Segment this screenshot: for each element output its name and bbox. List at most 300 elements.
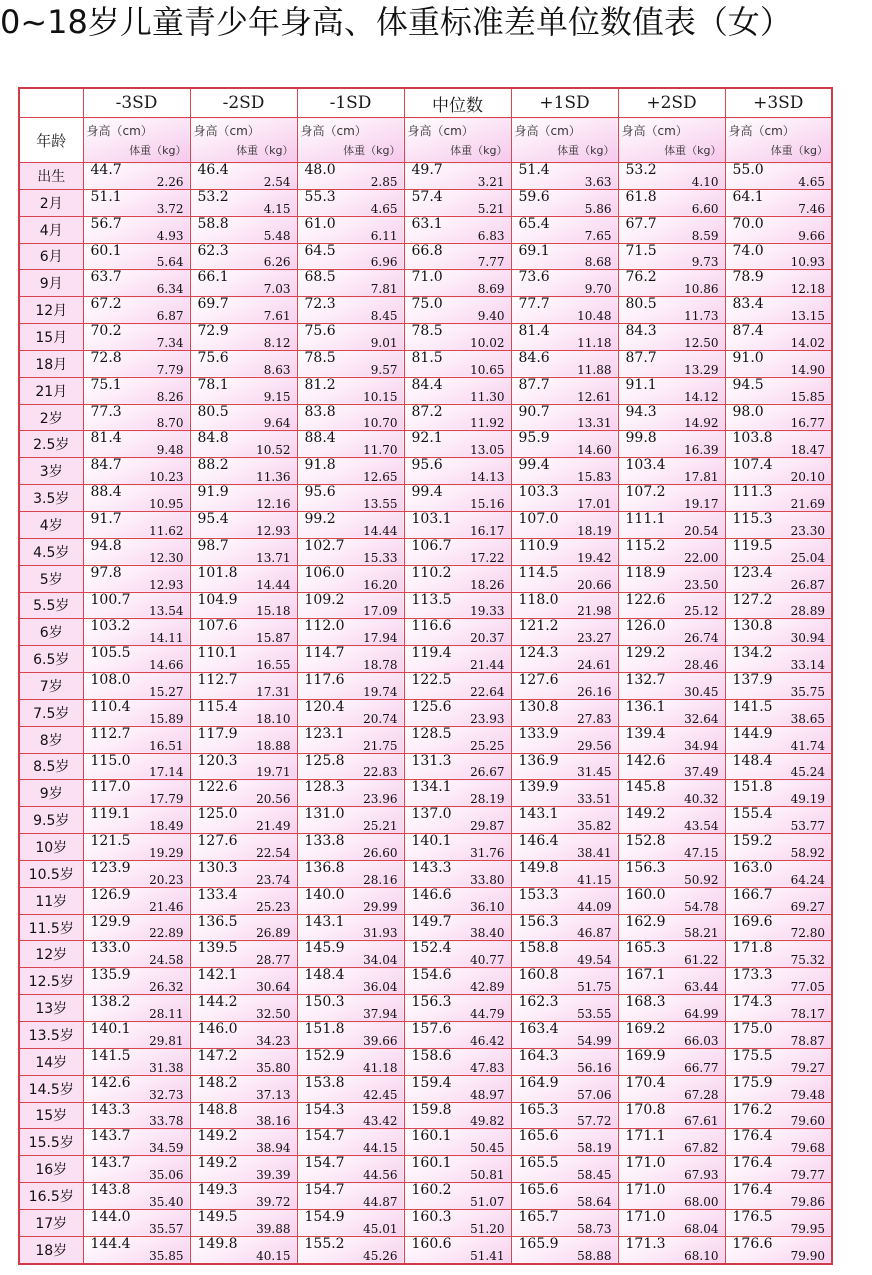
value-cell xyxy=(83,243,190,270)
height-value: 160.6 xyxy=(411,1236,452,1252)
height-value: 167.1 xyxy=(625,967,666,984)
height-value: 115.3 xyxy=(732,511,773,527)
height-value: 158.6 xyxy=(411,1048,452,1064)
value-cell xyxy=(404,538,511,565)
weight-value: 34.04 xyxy=(363,953,398,968)
height-value: 112.7 xyxy=(197,672,238,689)
age-cell: 18岁 xyxy=(19,1236,83,1264)
height-value: 137.0 xyxy=(411,806,452,823)
table-row xyxy=(19,1048,832,1075)
weight-value: 17.81 xyxy=(684,470,719,485)
value-cell xyxy=(618,404,725,431)
height-value: 117.6 xyxy=(304,672,345,689)
value-cell xyxy=(618,216,725,243)
height-value: 154.7 xyxy=(304,1128,345,1145)
weight-value: 17.01 xyxy=(577,496,612,511)
weight-value: 31.76 xyxy=(470,845,505,860)
unit-header-cell xyxy=(511,118,618,163)
height-value: 123.9 xyxy=(90,860,131,876)
weight-value: 20.56 xyxy=(256,792,291,807)
weight-unit-label: 体重（kg） xyxy=(129,144,187,157)
height-value: 75.6 xyxy=(197,350,229,366)
weight-value: 14.90 xyxy=(790,362,825,377)
weight-value: 6.96 xyxy=(370,255,398,270)
weight-value: 68.04 xyxy=(684,1221,719,1236)
value-cell xyxy=(190,619,297,646)
weight-value: 7.79 xyxy=(156,362,184,377)
table-row xyxy=(19,726,832,753)
table-row xyxy=(19,243,832,270)
value-cell xyxy=(725,163,832,190)
height-value: 154.9 xyxy=(304,1209,345,1225)
height-value: 122.5 xyxy=(411,672,452,689)
weight-value: 79.95 xyxy=(790,1221,825,1236)
value-cell xyxy=(190,458,297,485)
weight-value: 67.61 xyxy=(684,1114,719,1129)
height-value: 123.1 xyxy=(304,726,345,742)
value-cell xyxy=(190,941,297,968)
weight-value: 68.10 xyxy=(684,1249,719,1263)
height-value: 127.6 xyxy=(518,672,559,689)
value-cell xyxy=(83,699,190,726)
height-value: 65.4 xyxy=(518,216,550,232)
height-value: 84.4 xyxy=(411,377,443,393)
value-cell xyxy=(190,834,297,861)
height-value: 154.7 xyxy=(304,1155,345,1172)
height-value: 88.4 xyxy=(90,484,122,501)
weight-value: 23.96 xyxy=(363,792,398,807)
table-row xyxy=(19,887,832,914)
weight-value: 61.22 xyxy=(684,953,719,968)
height-value: 64.1 xyxy=(732,189,764,205)
value-cell xyxy=(297,860,404,887)
weight-value: 33.14 xyxy=(790,658,825,673)
weight-value: 29.81 xyxy=(149,1033,184,1048)
unit-header-cell xyxy=(190,118,297,163)
height-value: 91.7 xyxy=(90,511,122,527)
height-value: 150.3 xyxy=(304,994,345,1011)
weight-value: 4.15 xyxy=(263,201,291,216)
height-value: 139.4 xyxy=(625,726,666,742)
weight-value: 58.73 xyxy=(577,1221,612,1236)
value-cell xyxy=(190,1022,297,1049)
weight-value: 79.27 xyxy=(790,1060,825,1075)
height-value: 159.2 xyxy=(732,833,773,850)
weight-value: 38.65 xyxy=(790,711,825,726)
age-cell: 10.5岁 xyxy=(19,860,83,887)
weight-value: 29.87 xyxy=(470,819,505,834)
weight-value: 64.24 xyxy=(790,872,825,887)
value-cell xyxy=(511,1156,618,1183)
value-cell xyxy=(297,350,404,377)
weight-value: 47.83 xyxy=(470,1060,505,1075)
table-row xyxy=(19,163,832,190)
value-cell xyxy=(725,270,832,297)
value-cell xyxy=(725,1102,832,1129)
value-cell xyxy=(618,592,725,619)
weight-value: 11.70 xyxy=(363,443,398,458)
weight-value: 15.33 xyxy=(363,550,398,565)
value-cell xyxy=(83,565,190,592)
value-cell xyxy=(297,243,404,270)
weight-value: 13.05 xyxy=(470,443,505,458)
weight-value: 2.85 xyxy=(370,174,398,189)
value-cell xyxy=(725,404,832,431)
value-cell xyxy=(511,1236,618,1264)
value-cell xyxy=(511,646,618,673)
weight-value: 66.03 xyxy=(684,1033,719,1048)
value-cell xyxy=(404,377,511,404)
height-value: 80.5 xyxy=(625,296,657,313)
height-value: 84.7 xyxy=(90,457,122,474)
weight-value: 29.56 xyxy=(577,738,612,753)
weight-value: 11.88 xyxy=(577,362,612,377)
value-cell xyxy=(190,324,297,351)
height-value: 145.8 xyxy=(625,779,666,796)
height-value: 110.9 xyxy=(518,538,559,554)
height-value: 144.4 xyxy=(90,1236,131,1252)
value-cell xyxy=(190,1236,297,1264)
value-cell xyxy=(618,431,725,458)
height-value: 73.6 xyxy=(518,269,550,286)
weight-value: 16.55 xyxy=(256,658,291,673)
height-value: 119.5 xyxy=(732,538,773,554)
height-value: 98.7 xyxy=(197,538,229,554)
value-cell xyxy=(297,834,404,861)
weight-value: 58.92 xyxy=(790,845,825,860)
height-value: 142.6 xyxy=(625,753,666,769)
height-value: 147.2 xyxy=(197,1048,238,1064)
value-cell xyxy=(297,431,404,458)
table-row xyxy=(19,1022,832,1049)
table-row xyxy=(19,485,832,512)
value-cell xyxy=(511,1102,618,1129)
height-unit-label: 身高（cm） xyxy=(514,124,581,138)
value-cell xyxy=(297,485,404,512)
weight-value: 46.87 xyxy=(577,926,612,941)
height-value: 119.4 xyxy=(411,645,452,662)
value-cell xyxy=(618,350,725,377)
height-value: 159.8 xyxy=(411,1102,452,1118)
value-cell xyxy=(511,511,618,538)
weight-value: 32.73 xyxy=(149,1087,184,1102)
weight-value: 51.20 xyxy=(470,1221,505,1236)
value-cell xyxy=(83,726,190,753)
height-value: 160.3 xyxy=(411,1209,452,1225)
value-cell xyxy=(297,458,404,485)
height-value: 110.2 xyxy=(411,565,452,581)
weight-value: 5.48 xyxy=(263,228,291,243)
value-cell xyxy=(511,270,618,297)
weight-unit-label: 体重（kg） xyxy=(450,144,508,157)
table-row xyxy=(19,860,832,887)
weight-value: 67.28 xyxy=(684,1087,719,1102)
value-cell xyxy=(618,753,725,780)
value-cell xyxy=(725,887,832,914)
age-cell: 3.5岁 xyxy=(19,485,83,512)
weight-value: 8.45 xyxy=(370,309,398,324)
height-value: 149.3 xyxy=(197,1182,238,1199)
weight-value: 14.60 xyxy=(577,443,612,458)
height-value: 130.3 xyxy=(197,860,238,876)
value-cell xyxy=(297,646,404,673)
value-cell xyxy=(511,619,618,646)
weight-value: 18.19 xyxy=(577,523,612,538)
weight-value: 13.15 xyxy=(790,309,825,324)
value-cell xyxy=(83,485,190,512)
height-value: 143.7 xyxy=(90,1128,131,1145)
height-value: 160.0 xyxy=(625,887,666,903)
value-cell xyxy=(83,968,190,995)
age-cell: 4.5岁 xyxy=(19,538,83,565)
value-cell xyxy=(725,485,832,512)
value-cell xyxy=(190,1156,297,1183)
value-cell xyxy=(190,538,297,565)
age-cell: 5岁 xyxy=(19,565,83,592)
weight-value: 8.70 xyxy=(156,416,184,431)
value-cell xyxy=(511,592,618,619)
value-cell xyxy=(83,1156,190,1183)
table-row xyxy=(19,189,832,216)
height-value: 69.7 xyxy=(197,296,229,313)
value-cell xyxy=(83,1075,190,1102)
weight-value: 13.29 xyxy=(684,362,719,377)
value-cell xyxy=(618,887,725,914)
weight-value: 39.66 xyxy=(363,1033,398,1048)
weight-value: 63.44 xyxy=(684,980,719,995)
weight-value: 36.10 xyxy=(470,899,505,914)
weight-value: 38.16 xyxy=(256,1114,291,1129)
height-value: 143.8 xyxy=(90,1182,131,1199)
height-value: 136.5 xyxy=(197,914,238,930)
age-cell: 8岁 xyxy=(19,726,83,753)
value-cell xyxy=(725,834,832,861)
height-value: 146.0 xyxy=(197,1021,238,1037)
value-cell xyxy=(190,995,297,1022)
height-unit-label: 身高（cm） xyxy=(193,124,260,138)
weight-value: 19.42 xyxy=(577,550,612,565)
weight-unit-label: 体重（kg） xyxy=(770,144,828,157)
value-cell xyxy=(404,1048,511,1075)
weight-value: 5.64 xyxy=(156,255,184,270)
weight-value: 10.65 xyxy=(470,362,505,377)
weight-value: 10.70 xyxy=(363,416,398,431)
value-cell xyxy=(404,485,511,512)
sd-column-header: -2SD xyxy=(190,88,297,118)
height-unit-label: 身高（cm） xyxy=(728,124,795,138)
height-value: 125.6 xyxy=(411,699,452,715)
value-cell xyxy=(404,592,511,619)
table-row xyxy=(19,592,832,619)
value-cell xyxy=(618,619,725,646)
value-cell xyxy=(190,565,297,592)
weight-value: 14.11 xyxy=(149,631,184,646)
table-row xyxy=(19,941,832,968)
weight-value: 7.34 xyxy=(156,335,184,350)
value-cell xyxy=(618,297,725,324)
value-cell xyxy=(404,995,511,1022)
height-value: 145.9 xyxy=(304,940,345,957)
value-cell xyxy=(83,163,190,190)
height-value: 77.3 xyxy=(90,404,122,420)
weight-value: 54.99 xyxy=(577,1033,612,1048)
height-value: 103.4 xyxy=(625,457,666,474)
weight-value: 57.06 xyxy=(577,1087,612,1102)
weight-value: 15.85 xyxy=(790,389,825,404)
weight-value: 44.87 xyxy=(363,1194,398,1209)
value-cell xyxy=(190,1048,297,1075)
height-value: 67.2 xyxy=(90,296,122,313)
table-row xyxy=(19,1209,832,1236)
weight-value: 37.94 xyxy=(363,1007,398,1021)
weight-value: 38.41 xyxy=(577,845,612,860)
height-value: 136.1 xyxy=(625,699,666,715)
height-value: 122.6 xyxy=(197,779,238,796)
value-cell xyxy=(511,753,618,780)
value-cell xyxy=(618,941,725,968)
weight-value: 27.83 xyxy=(577,711,612,726)
value-cell xyxy=(190,163,297,190)
height-value: 87.7 xyxy=(625,350,657,366)
weight-value: 42.89 xyxy=(470,980,505,995)
weight-value: 56.16 xyxy=(577,1060,612,1075)
value-cell xyxy=(725,619,832,646)
weight-value: 50.45 xyxy=(470,1141,505,1156)
weight-value: 37.49 xyxy=(684,765,719,780)
height-value: 114.7 xyxy=(304,645,345,662)
height-value: 78.1 xyxy=(197,377,229,393)
value-cell xyxy=(190,1129,297,1156)
weight-value: 15.16 xyxy=(470,496,505,511)
value-cell xyxy=(404,189,511,216)
height-value: 153.8 xyxy=(304,1075,345,1091)
weight-value: 19.33 xyxy=(470,604,505,619)
value-cell xyxy=(404,968,511,995)
value-cell xyxy=(511,243,618,270)
table-row xyxy=(19,646,832,673)
age-cell: 13.5岁 xyxy=(19,1022,83,1049)
height-value: 72.8 xyxy=(90,350,122,366)
value-cell xyxy=(618,914,725,941)
height-value: 152.9 xyxy=(304,1048,345,1064)
height-value: 107.4 xyxy=(732,457,773,474)
age-cell: 11.5岁 xyxy=(19,914,83,941)
value-cell xyxy=(404,1102,511,1129)
value-cell xyxy=(297,1102,404,1129)
age-cell: 4岁 xyxy=(19,511,83,538)
height-value: 133.8 xyxy=(304,833,345,850)
value-cell xyxy=(297,565,404,592)
weight-value: 12.93 xyxy=(149,577,184,592)
value-cell xyxy=(404,1183,511,1210)
weight-value: 41.18 xyxy=(363,1060,398,1075)
weight-value: 78.17 xyxy=(790,1007,825,1021)
value-cell xyxy=(618,1048,725,1075)
weight-value: 25.12 xyxy=(684,604,719,619)
weight-value: 10.23 xyxy=(149,470,184,485)
age-cell: 6月 xyxy=(19,243,83,270)
weight-value: 22.64 xyxy=(470,684,505,699)
height-value: 49.7 xyxy=(411,162,443,178)
weight-value: 64.99 xyxy=(684,1007,719,1021)
height-value: 87.4 xyxy=(732,323,764,340)
weight-value: 28.19 xyxy=(470,792,505,807)
weight-value: 9.40 xyxy=(477,309,505,324)
value-cell xyxy=(190,377,297,404)
height-value: 153.3 xyxy=(518,887,559,903)
weight-value: 58.45 xyxy=(577,1168,612,1183)
value-cell xyxy=(297,1156,404,1183)
height-value: 165.6 xyxy=(518,1182,559,1199)
weight-value: 12.93 xyxy=(256,523,291,538)
height-value: 146.4 xyxy=(518,833,559,850)
age-cell: 15月 xyxy=(19,324,83,351)
value-cell xyxy=(404,887,511,914)
value-cell xyxy=(725,189,832,216)
value-cell xyxy=(725,377,832,404)
weight-value: 58.88 xyxy=(577,1249,612,1263)
height-value: 103.3 xyxy=(518,484,559,501)
age-cell: 18月 xyxy=(19,350,83,377)
value-cell xyxy=(83,189,190,216)
height-value: 90.7 xyxy=(518,404,550,420)
value-cell xyxy=(725,1048,832,1075)
value-cell xyxy=(404,270,511,297)
weight-value: 32.64 xyxy=(684,711,719,726)
weight-value: 8.26 xyxy=(156,389,184,404)
height-value: 115.0 xyxy=(90,753,131,769)
weight-value: 21.44 xyxy=(470,658,505,673)
weight-value: 4.65 xyxy=(798,174,825,189)
height-value: 99.4 xyxy=(518,457,550,474)
table-row xyxy=(19,1183,832,1210)
weight-value: 47.15 xyxy=(684,845,719,860)
age-cell: 12月 xyxy=(19,297,83,324)
table-row xyxy=(19,404,832,431)
weight-value: 11.36 xyxy=(256,470,291,485)
value-cell xyxy=(190,1102,297,1129)
weight-value: 13.54 xyxy=(149,604,184,619)
value-cell xyxy=(618,1209,725,1236)
height-value: 125.0 xyxy=(197,806,238,823)
page-title: 0~18岁儿童青少年身高、体重标准差单位数值表（女） xyxy=(0,3,792,41)
value-cell xyxy=(404,1022,511,1049)
height-value: 149.8 xyxy=(518,860,559,876)
weight-value: 48.97 xyxy=(470,1087,505,1102)
value-cell xyxy=(511,834,618,861)
height-value: 95.6 xyxy=(304,484,336,501)
weight-value: 23.50 xyxy=(684,577,719,592)
weight-value: 14.44 xyxy=(363,523,398,538)
weight-value: 16.39 xyxy=(684,443,719,458)
height-value: 159.4 xyxy=(411,1075,452,1091)
height-value: 164.3 xyxy=(518,1048,559,1064)
height-value: 149.2 xyxy=(197,1128,238,1145)
height-value: 81.5 xyxy=(411,350,443,366)
height-value: 148.8 xyxy=(197,1102,238,1118)
weight-value: 72.80 xyxy=(790,926,825,941)
weight-value: 53.77 xyxy=(790,819,825,834)
height-value: 143.3 xyxy=(90,1102,131,1118)
height-value: 95.4 xyxy=(197,511,229,527)
value-cell xyxy=(511,726,618,753)
value-cell xyxy=(404,243,511,270)
weight-value: 20.37 xyxy=(470,631,505,646)
weight-value: 14.66 xyxy=(149,658,184,673)
table-row xyxy=(19,511,832,538)
weight-value: 44.56 xyxy=(363,1168,398,1183)
value-cell xyxy=(725,968,832,995)
